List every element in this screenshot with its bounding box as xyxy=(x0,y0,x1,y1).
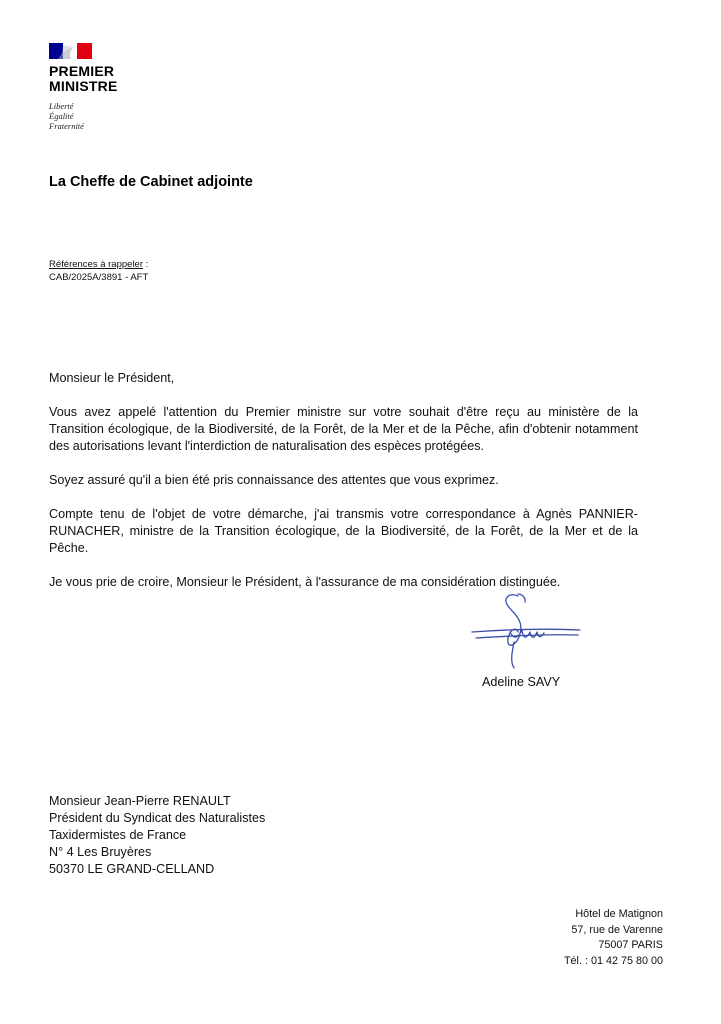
salutation: Monsieur le Président, xyxy=(49,371,175,385)
sender-postal-address xyxy=(564,907,663,969)
letter-body xyxy=(49,370,638,608)
institution-line-1: PREMIER xyxy=(49,63,115,79)
body-paragraph-3: Compte tenu de l'objet de votre démarche, j'ai transmis votre correspondance à Agnès PANNIER-RUNACHER, ministre de la Transition écologique, de la Biodiversité, de la Forêt, de la Mer et de la Pêche. xyxy=(49,507,638,555)
republic-motto xyxy=(49,101,84,131)
footer-line-1: Hôtel de Matignon xyxy=(575,908,663,920)
body-paragraph-2: Soyez assuré qu'il a bien été pris connaissance des attentes que vous exprimez. xyxy=(49,473,499,487)
motto-egalite: Égalité xyxy=(49,111,74,121)
motto-fraternite: Fraternité xyxy=(49,121,84,131)
signatory-name: Adeline SAVY xyxy=(482,675,561,689)
institution-line-2: MINISTRE xyxy=(49,78,118,94)
footer-line-2: 57, rue de Varenne xyxy=(571,923,663,936)
references-label-suffix: : xyxy=(143,259,149,270)
marianne-flag-logo xyxy=(49,43,92,59)
recipient-line-5: 50370 LE GRAND-CELLAND xyxy=(49,862,215,876)
references-value: CAB/2025A/3891 - AFT xyxy=(49,272,149,283)
references-block xyxy=(49,258,148,284)
footer-line-4: Tél. : 01 42 75 80 00 xyxy=(563,954,663,967)
motto-liberte: Liberté xyxy=(49,101,74,111)
references-label: Références à rappeler xyxy=(49,259,143,270)
handwritten-signature xyxy=(470,590,585,670)
recipient-line-2: Président du Syndicat des Naturalistes xyxy=(49,811,266,825)
footer-line-3: 75007 PARIS xyxy=(598,939,663,951)
recipient-line-1: Monsieur Jean-Pierre RENAULT xyxy=(49,794,231,808)
body-paragraph-1: Vous avez appelé l'attention du Premier ministre sur votre souhait d'être reçu au ministère de la Transition écologique, de la Biodiversité, de la Forêt, de la Mer et de la Pêche, afin d'obtenir notamment des autorisations levant l'interdiction de naturalisation des espèces protégées. xyxy=(49,405,638,453)
institution-name xyxy=(49,64,118,94)
closing-formula: Je vous prie de croire, Monsieur le Président, à l'assurance de ma considération distinguée. xyxy=(49,575,561,589)
recipient-line-4: N° 4 Les Bruyères xyxy=(49,845,152,859)
recipient-line-3: Taxidermistes de France xyxy=(49,828,187,842)
recipient-address xyxy=(49,793,265,878)
sender-title: La Cheffe de Cabinet adjointe xyxy=(49,174,253,190)
